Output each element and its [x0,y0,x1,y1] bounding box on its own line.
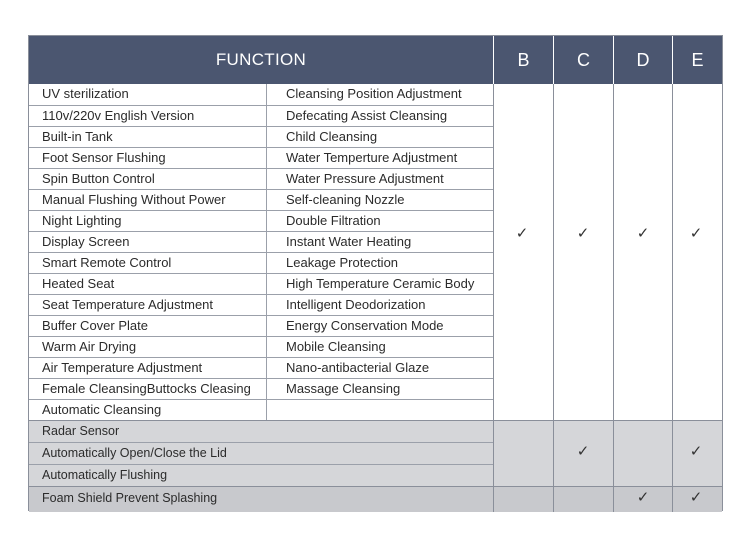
check-icon: ✓ [576,443,590,460]
function-left: Air Temperature Adjustment [42,360,203,375]
table-row [29,189,493,210]
column-line [493,84,494,512]
function-left: UV sterilization [42,86,129,101]
function-left: Display Screen [42,234,130,249]
function-right: Defecating Assist Cleansing [286,108,448,123]
function-right: Water Pressure Adjustment [286,171,444,186]
function-right: High Temperature Ceramic Body [286,276,475,291]
check-icon: ✓ [576,225,590,242]
function-left: Seat Temperature Adjustment [42,297,214,312]
column-divider [266,84,267,420]
function-right: Self-cleaning Nozzle [286,192,405,207]
function-left: 110v/220v English Version [42,108,195,123]
check-icon: ✓ [689,443,703,460]
table-row [29,231,493,252]
column-header-c: C [553,36,613,84]
function-left: Manual Flushing Without Power [42,192,226,207]
function-left: Smart Remote Control [42,255,172,270]
function-left: Foot Sensor Flushing [42,150,166,165]
function-left: Heated Seat [42,276,115,291]
column-line [613,84,614,512]
table-row [29,273,493,294]
list-item: Foam Shield Prevent Splashing [42,491,218,505]
function-right: Intelligent Deodorization [286,297,426,312]
function-right: Child Cleansing [286,129,378,144]
function-right: Mobile Cleansing [286,339,386,354]
function-left: Spin Button Control [42,171,155,186]
check-icon: ✓ [515,225,529,242]
function-right: Double Filtration [286,213,381,228]
function-right: Cleansing Position Adjustment [286,86,462,101]
table-row [29,315,493,336]
function-right: Instant Water Heating [286,234,412,249]
table-row [29,84,493,105]
list-item: Radar Sensor [29,420,493,442]
function-right: Massage Cleansing [286,381,401,396]
check-icon: ✓ [689,489,703,506]
column-line [672,84,673,512]
divider [29,420,722,421]
column-header-e: E [672,36,722,84]
function-comparison-table [28,35,723,511]
check-icon: ✓ [689,225,703,242]
function-right: Water Temperture Adjustment [286,150,458,165]
check-icon: ✓ [636,489,650,506]
list-item: Automatically Open/Close the Lid [29,442,493,464]
table-row [29,294,493,315]
function-right: Nano-antibacterial Glaze [286,360,430,375]
list-item: Automatically Flushing [29,464,493,486]
function-left: Female CleansingButtocks Cleasing [42,381,251,396]
function-right: Energy Conservation Mode [286,318,444,333]
table-row [29,378,493,399]
function-left: Automatic Cleansing [42,402,162,417]
table-row [29,168,493,189]
table-row [29,357,493,378]
table-row [29,252,493,273]
table-row [29,399,493,420]
column-header-b: B [493,36,553,84]
table-row [29,210,493,231]
table-row [29,147,493,168]
function-header: FUNCTION [29,36,493,84]
column-header-d: D [613,36,672,84]
function-right: Leakage Protection [286,255,399,270]
table-row [29,336,493,357]
function-left: Warm Air Drying [42,339,137,354]
column-line [553,84,554,512]
check-icon: ✓ [636,225,650,242]
table-row [29,126,493,147]
function-left: Built-in Tank [42,129,113,144]
function-left: Night Lighting [42,213,122,228]
table-row [29,105,493,126]
function-left: Buffer Cover Plate [42,318,148,333]
